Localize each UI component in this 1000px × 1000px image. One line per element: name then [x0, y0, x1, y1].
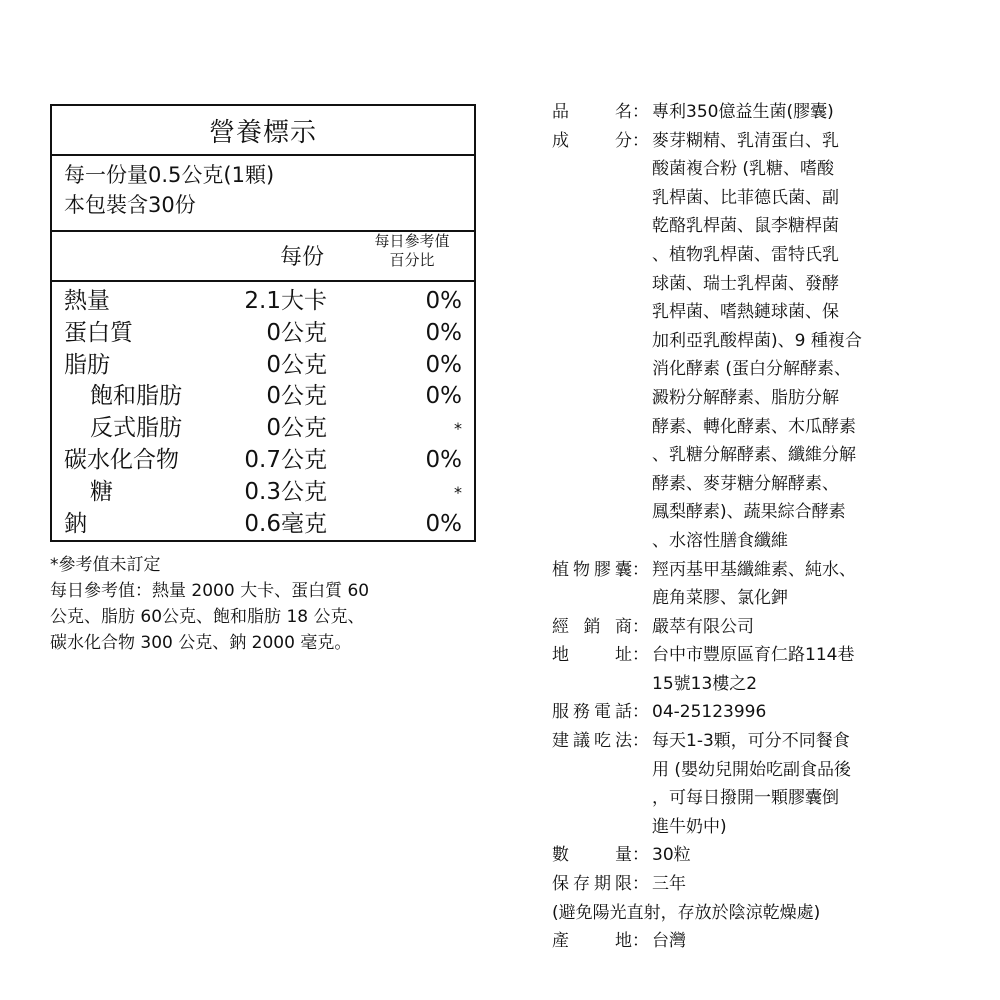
info-value-line: 三年	[652, 874, 686, 895]
info-value-line: 酸菌複合粉 (乳糖、嗜酸	[652, 159, 835, 180]
colon: ：	[632, 616, 649, 637]
colon: ：	[632, 702, 649, 723]
info-value-line: 鹿角菜膠、氯化鉀	[652, 588, 788, 609]
info-row	[552, 727, 952, 841]
info-row	[552, 870, 952, 899]
info-row	[552, 98, 952, 127]
info-row-origin	[552, 927, 952, 956]
info-value-line: 乳桿菌、比菲德氏菌、副	[652, 187, 839, 208]
nutrient-amount: 2.1大卡	[244, 288, 327, 314]
info-value-line: 鳳梨酵素)、蔬果綜合酵素	[652, 502, 846, 523]
info-value-line: 加利亞乳酸桿菌)、9 種複合	[652, 330, 862, 351]
nutrient-name: 鈉	[64, 510, 87, 537]
nutrient-name: 脂肪	[64, 351, 110, 378]
note-line: *參考值未訂定	[50, 555, 161, 575]
info-label: 數 量	[552, 845, 632, 866]
colon: ：	[632, 645, 649, 666]
info-value-line: 、水溶性膳食纖維	[652, 530, 788, 551]
nutrition-table	[50, 104, 476, 542]
nutrient-name: 熱量	[64, 288, 110, 314]
nutrient-daily-percent: 0%	[425, 319, 462, 346]
info-label: 建 議 吃 法	[552, 731, 632, 752]
nutrient-row	[52, 286, 474, 318]
nutrient-amount: 0公克	[266, 351, 327, 378]
daily-value-line-1: 每日參考值	[374, 232, 450, 250]
nutrient-daily-percent: 0%	[425, 351, 462, 378]
nutrient-row	[52, 509, 474, 541]
daily-value-line-2: 百分比	[389, 251, 435, 269]
nutrient-daily-percent: 0%	[425, 510, 462, 537]
nutrient-name: 蛋白質	[64, 319, 133, 346]
nutrient-daily-percent: *	[454, 419, 462, 439]
nutrient-daily-percent: 0%	[425, 446, 462, 473]
nutrient-amount: 0公克	[266, 415, 327, 442]
nutrient-amount: 0.6毫克	[244, 510, 327, 537]
nutrient-row	[52, 413, 474, 445]
info-value-line: 專利350億益生菌(膠囊)	[652, 102, 834, 122]
info-row	[552, 698, 952, 727]
info-label: 品 名	[552, 102, 632, 122]
info-label: 植 物 膠 囊	[552, 559, 632, 580]
serving-info	[64, 160, 274, 220]
info-value-line: 、乳糖分解酵素、纖維分解	[652, 445, 856, 466]
info-row	[552, 556, 952, 613]
info-value-line: 15號13樓之2	[652, 673, 758, 694]
colon: ：	[632, 930, 649, 951]
info-row	[552, 127, 952, 556]
info-value-line: 進牛奶中)	[652, 816, 727, 837]
product-info-rows	[552, 98, 952, 899]
info-value-line: 每天1-3顆，可分不同餐食	[652, 731, 850, 752]
nutrition-title: 營養標示	[208, 117, 317, 148]
info-value-line: 澱粉分解酵素、脂肪分解	[652, 387, 839, 408]
info-value-line: ，可每日撥開一顆膠囊倒	[652, 788, 839, 809]
info-value-line: 嚴萃有限公司	[652, 616, 754, 637]
serving-size: 每一份量0.5公克(1顆)	[64, 163, 275, 187]
info-value-line: 乾酪乳桿菌、鼠李糖桿菌	[652, 216, 839, 237]
info-value-line: 乳桿菌、嗜熱鏈球菌、保	[652, 302, 839, 323]
info-label: 成 分	[552, 130, 632, 151]
info-row	[552, 641, 952, 698]
nutrient-daily-percent: 0%	[425, 383, 462, 410]
info-value-line: 麥芽糊精、乳清蛋白、乳	[652, 130, 839, 151]
info-value-line: 台中市豐原區育仁路114巷	[652, 645, 855, 666]
nutrient-row	[52, 381, 474, 413]
info-value-line: 用 (嬰幼兒開始吃副食品後	[652, 759, 852, 780]
info-label: 經 銷 商	[552, 616, 632, 637]
note-line: 公克、脂肪 60公克、飽和脂肪 18 公克、	[50, 607, 365, 627]
info-row	[552, 613, 952, 642]
nutrient-amount: 0公克	[266, 383, 327, 410]
info-value-line: 酵素、轉化酵素、木瓜酵素	[652, 416, 856, 437]
info-label: 保 存 期 限	[552, 874, 632, 895]
note-line: 每日參考值：熱量 2000 大卡、蛋白質 60	[50, 581, 370, 601]
info-value-line: 04-25123996	[652, 702, 767, 723]
colon: ：	[632, 102, 649, 122]
info-value-line: 30粒	[652, 845, 691, 866]
nutrient-row	[52, 318, 474, 350]
product-info	[552, 98, 952, 955]
column-header-per-serving: 每份	[279, 245, 324, 270]
colon: ：	[632, 559, 649, 580]
nutrient-row	[52, 445, 474, 477]
info-row	[552, 841, 952, 870]
info-value-line: 球菌、瑞士乳桿菌、發酵	[652, 273, 839, 294]
nutrient-daily-percent: 0%	[425, 288, 462, 314]
servings-per-package: 本包裝含30份	[64, 193, 196, 217]
column-header-daily-value	[352, 232, 472, 270]
divider	[52, 280, 474, 282]
info-value-line: 羥丙基甲基纖維素、純水、	[652, 559, 856, 580]
nutrient-row	[52, 350, 474, 382]
nutrient-name: 糖	[90, 478, 113, 505]
origin-value: 台灣	[652, 930, 686, 951]
colon: ：	[632, 130, 649, 151]
nutrition-notes	[50, 552, 490, 656]
storage-note: (避免陽光直射，存放於陰涼乾燥處)	[552, 902, 821, 923]
nutrient-rows	[52, 286, 474, 540]
nutrient-name: 飽和脂肪	[90, 383, 182, 410]
nutrient-row	[52, 477, 474, 509]
nutrient-amount: 0.3公克	[244, 478, 327, 505]
nutrient-name: 碳水化合物	[64, 446, 179, 473]
divider	[52, 154, 474, 156]
nutrient-name: 反式脂肪	[90, 415, 182, 442]
colon: ：	[632, 874, 649, 895]
info-label: 服 務 電 話	[552, 702, 632, 723]
colon: ：	[632, 731, 649, 752]
info-label: 地 址	[552, 645, 632, 666]
nutrient-amount: 0.7公克	[244, 446, 327, 473]
nutrient-daily-percent: *	[454, 482, 462, 502]
info-value-line: 消化酵素 (蛋白分解酵素、	[652, 359, 852, 380]
colon: ：	[632, 845, 649, 866]
origin-label: 產 地	[552, 930, 632, 951]
info-value-line: 、植物乳桿菌、雷特氏乳	[652, 244, 839, 265]
note-line: 碳水化合物 300 公克、鈉 2000 毫克。	[50, 633, 352, 653]
info-value-line: 酵素、麥芽糖分解酵素、	[652, 473, 839, 494]
nutrient-amount: 0公克	[266, 319, 327, 346]
